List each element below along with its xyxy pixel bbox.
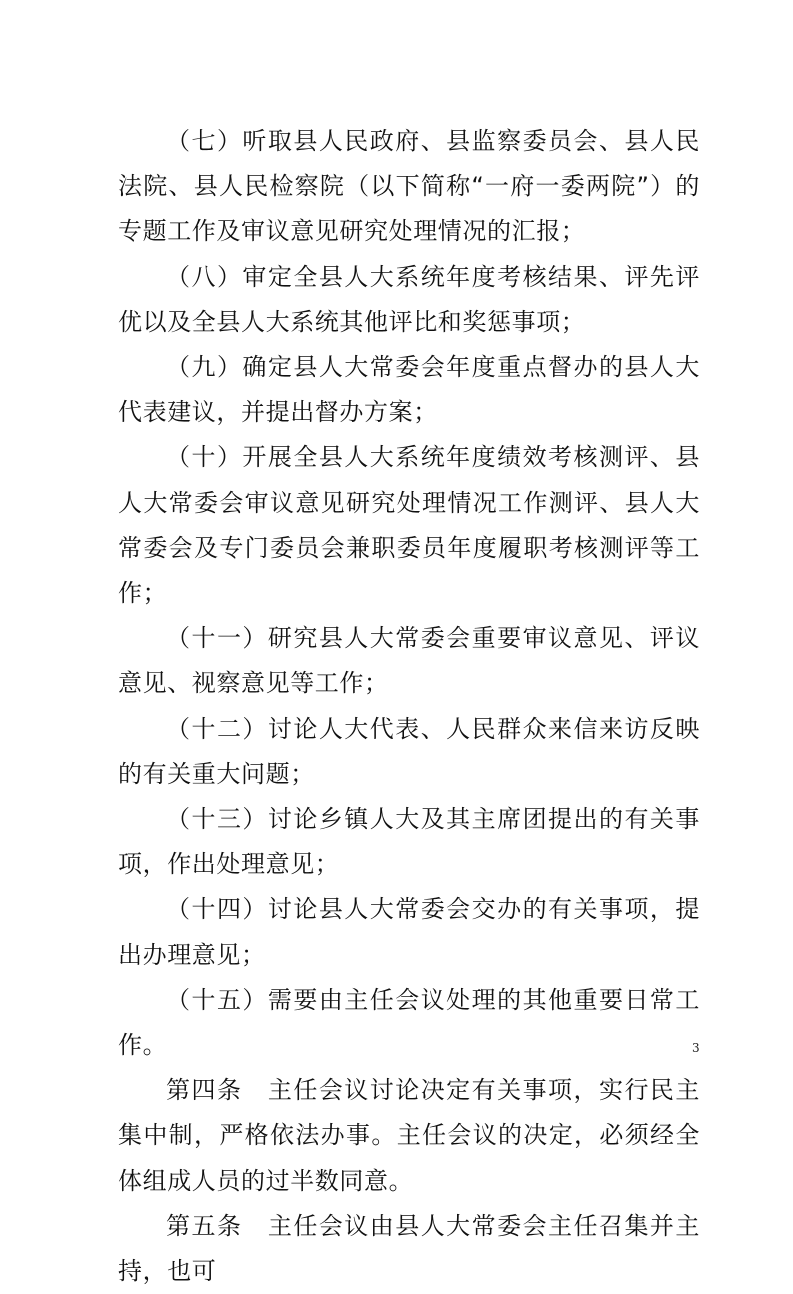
paragraph-item-14: （十四）讨论县人大常委会交办的有关事项，提出办理意见； xyxy=(118,895,700,969)
document-body xyxy=(118,119,700,1294)
paragraph-item-7: （七）听取县人民政府、县监察委员会、县人民法院、县人民检察院（以下简称“一府一委两院”）的专题工作及审议意见研究处理情况的汇报； xyxy=(118,127,700,246)
paragraph-item-15: （十五）需要由主任会议处理的其他重要日常工作。 xyxy=(118,985,700,1060)
paragraph-item-13: （十三）讨论乡镇人大及其主席团提出的有关事项，作出处理意见； xyxy=(118,805,700,879)
article-4-paragraph: 第四条 主任会议讨论决定有关事项，实行民主集中制，严格依法办事。主任会议的决定，必须经全体组成人员的过半数同意。 xyxy=(118,1076,700,1195)
paragraph-item-10: （十）开展全县人大系统年度绩效考核测评、县人大常委会审议意见研究处理情况工作测评、县人大常委会及专门委员会兼职委员年度履职考核测评等工作； xyxy=(118,443,700,608)
paragraph-item-11: （十一）研究县人大常委会重要审议意见、评议意见、视察意见等工作； xyxy=(118,624,700,698)
paragraph-item-8: （八）审定全县人大系统年度考核结果、评先评优以及全县人大系统其他评比和奖惩事项； xyxy=(118,262,700,336)
article-5-paragraph: 第五条 主任会议由县人大常委会主任召集并主持，也可 xyxy=(118,1211,700,1286)
page-number: 3 xyxy=(692,1041,700,1055)
paragraph-item-12: （十二）讨论人大代表、人民群众来信来访反映的有关重大问题； xyxy=(118,714,700,788)
paragraph-item-9: （九）确定县人大常委会年度重点督办的县人大代表建议，并提出督办方案； xyxy=(118,353,700,427)
